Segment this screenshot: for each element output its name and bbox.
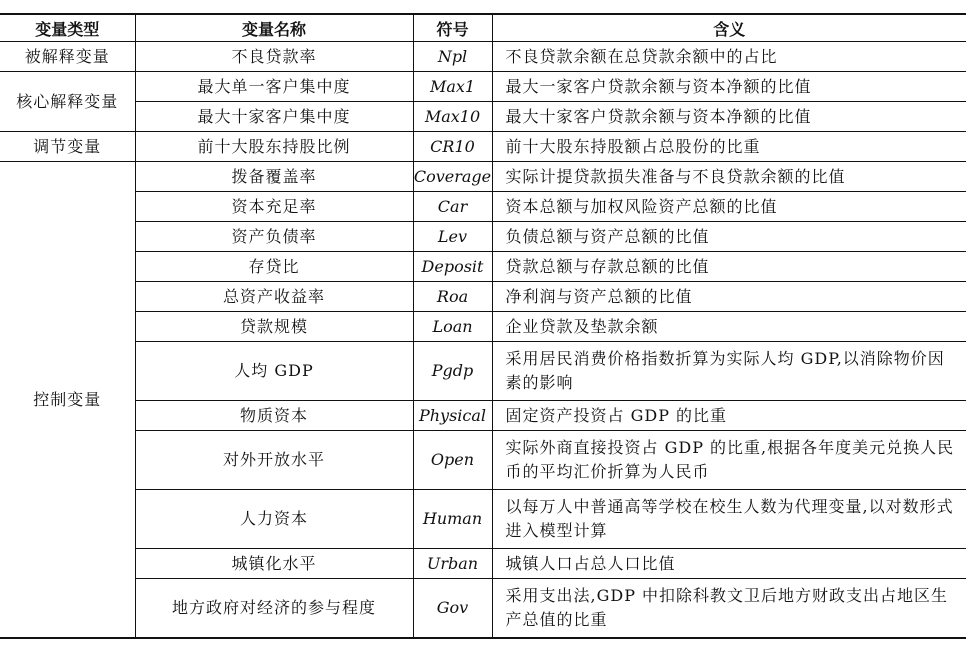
table-row <box>0 42 966 72</box>
variable-meaning: 最大一家客户贷款余额与资本净额的比值 <box>492 72 966 102</box>
variable-meaning: 城镇人口占总人口比值 <box>492 549 966 579</box>
variable-meaning: 负债总额与资产总额的比值 <box>492 222 966 252</box>
variable-name: 存贷比 <box>135 252 413 282</box>
variable-name: 人力资本 <box>135 490 413 549</box>
table-row <box>0 549 966 579</box>
header-type: 变量类型 <box>0 14 135 42</box>
variable-symbol: Roa <box>413 282 492 312</box>
variable-meaning: 固定资产投资占 GDP 的比重 <box>492 401 966 431</box>
group-control: 控制变量 <box>0 162 135 639</box>
table-row <box>0 342 966 401</box>
group-dependent: 被解释变量 <box>0 42 135 72</box>
variable-name: 不良贷款率 <box>135 42 413 72</box>
variable-symbol: Human <box>413 490 492 549</box>
table-row <box>0 222 966 252</box>
table-row <box>0 102 966 132</box>
variable-symbol: Deposit <box>413 252 492 282</box>
variable-name: 物质资本 <box>135 401 413 431</box>
variable-meaning: 前十大股东持股额占总股份的比重 <box>492 132 966 162</box>
table-row <box>0 252 966 282</box>
variable-symbol: Pgdp <box>413 342 492 401</box>
variable-name: 最大十家客户集中度 <box>135 102 413 132</box>
variable-name: 对外开放水平 <box>135 431 413 490</box>
variable-symbol: CR10 <box>413 132 492 162</box>
variable-meaning: 以每万人中普通高等学校在校生人数为代理变量,以对数形式进入模型计算 <box>492 490 966 549</box>
table-row <box>0 401 966 431</box>
table-row <box>0 312 966 342</box>
variable-meaning: 不良贷款余额在总贷款余额中的占比 <box>492 42 966 72</box>
variable-name: 人均 GDP <box>135 342 413 401</box>
variable-name: 地方政府对经济的参与程度 <box>135 579 413 639</box>
variable-symbol: Max1 <box>413 72 492 102</box>
variable-name: 资本充足率 <box>135 192 413 222</box>
group-core: 核心解释变量 <box>0 72 135 132</box>
table-row <box>0 132 966 162</box>
variable-meaning: 采用支出法,GDP 中扣除科教文卫后地方财政支出占地区生产总值的比重 <box>492 579 966 639</box>
variable-meaning: 实际计提贷款损失准备与不良贷款余额的比值 <box>492 162 966 192</box>
variable-name: 最大单一客户集中度 <box>135 72 413 102</box>
variable-symbol: Physical <box>413 401 492 431</box>
header-name: 变量名称 <box>135 14 413 42</box>
variable-symbol: Open <box>413 431 492 490</box>
header-row <box>0 14 966 42</box>
variable-meaning: 最大十家客户贷款余额与资本净额的比值 <box>492 102 966 132</box>
variable-symbol: Car <box>413 192 492 222</box>
table-row <box>0 431 966 490</box>
variable-symbol: Max10 <box>413 102 492 132</box>
table-row <box>0 192 966 222</box>
group-moderator: 调节变量 <box>0 132 135 162</box>
variable-definition-table <box>0 13 966 639</box>
table-row <box>0 579 966 639</box>
variable-symbol: Coverage <box>413 162 492 192</box>
header-symbol: 符号 <box>413 14 492 42</box>
table-row <box>0 282 966 312</box>
variable-symbol: Urban <box>413 549 492 579</box>
variable-meaning: 净利润与资产总额的比值 <box>492 282 966 312</box>
variable-symbol: Npl <box>413 42 492 72</box>
variable-meaning: 贷款总额与存款总额的比值 <box>492 252 966 282</box>
variable-name: 总资产收益率 <box>135 282 413 312</box>
variable-name: 前十大股东持股比例 <box>135 132 413 162</box>
variable-name: 城镇化水平 <box>135 549 413 579</box>
variable-meaning: 资本总额与加权风险资产总额的比值 <box>492 192 966 222</box>
variable-meaning: 采用居民消费价格指数折算为实际人均 GDP,以消除物价因素的影响 <box>492 342 966 401</box>
variable-name: 拨备覆盖率 <box>135 162 413 192</box>
variable-meaning: 企业贷款及垫款余额 <box>492 312 966 342</box>
variable-meaning: 实际外商直接投资占 GDP 的比重,根据各年度美元兑换人民币的平均汇价折算为人民币 <box>492 431 966 490</box>
variable-name: 贷款规模 <box>135 312 413 342</box>
variable-name: 资产负债率 <box>135 222 413 252</box>
header-meaning: 含义 <box>492 14 966 42</box>
variable-symbol: Lev <box>413 222 492 252</box>
variable-symbol: Gov <box>413 579 492 639</box>
variable-symbol: Loan <box>413 312 492 342</box>
table-row <box>0 490 966 549</box>
table-row <box>0 72 966 102</box>
table-row <box>0 162 966 192</box>
